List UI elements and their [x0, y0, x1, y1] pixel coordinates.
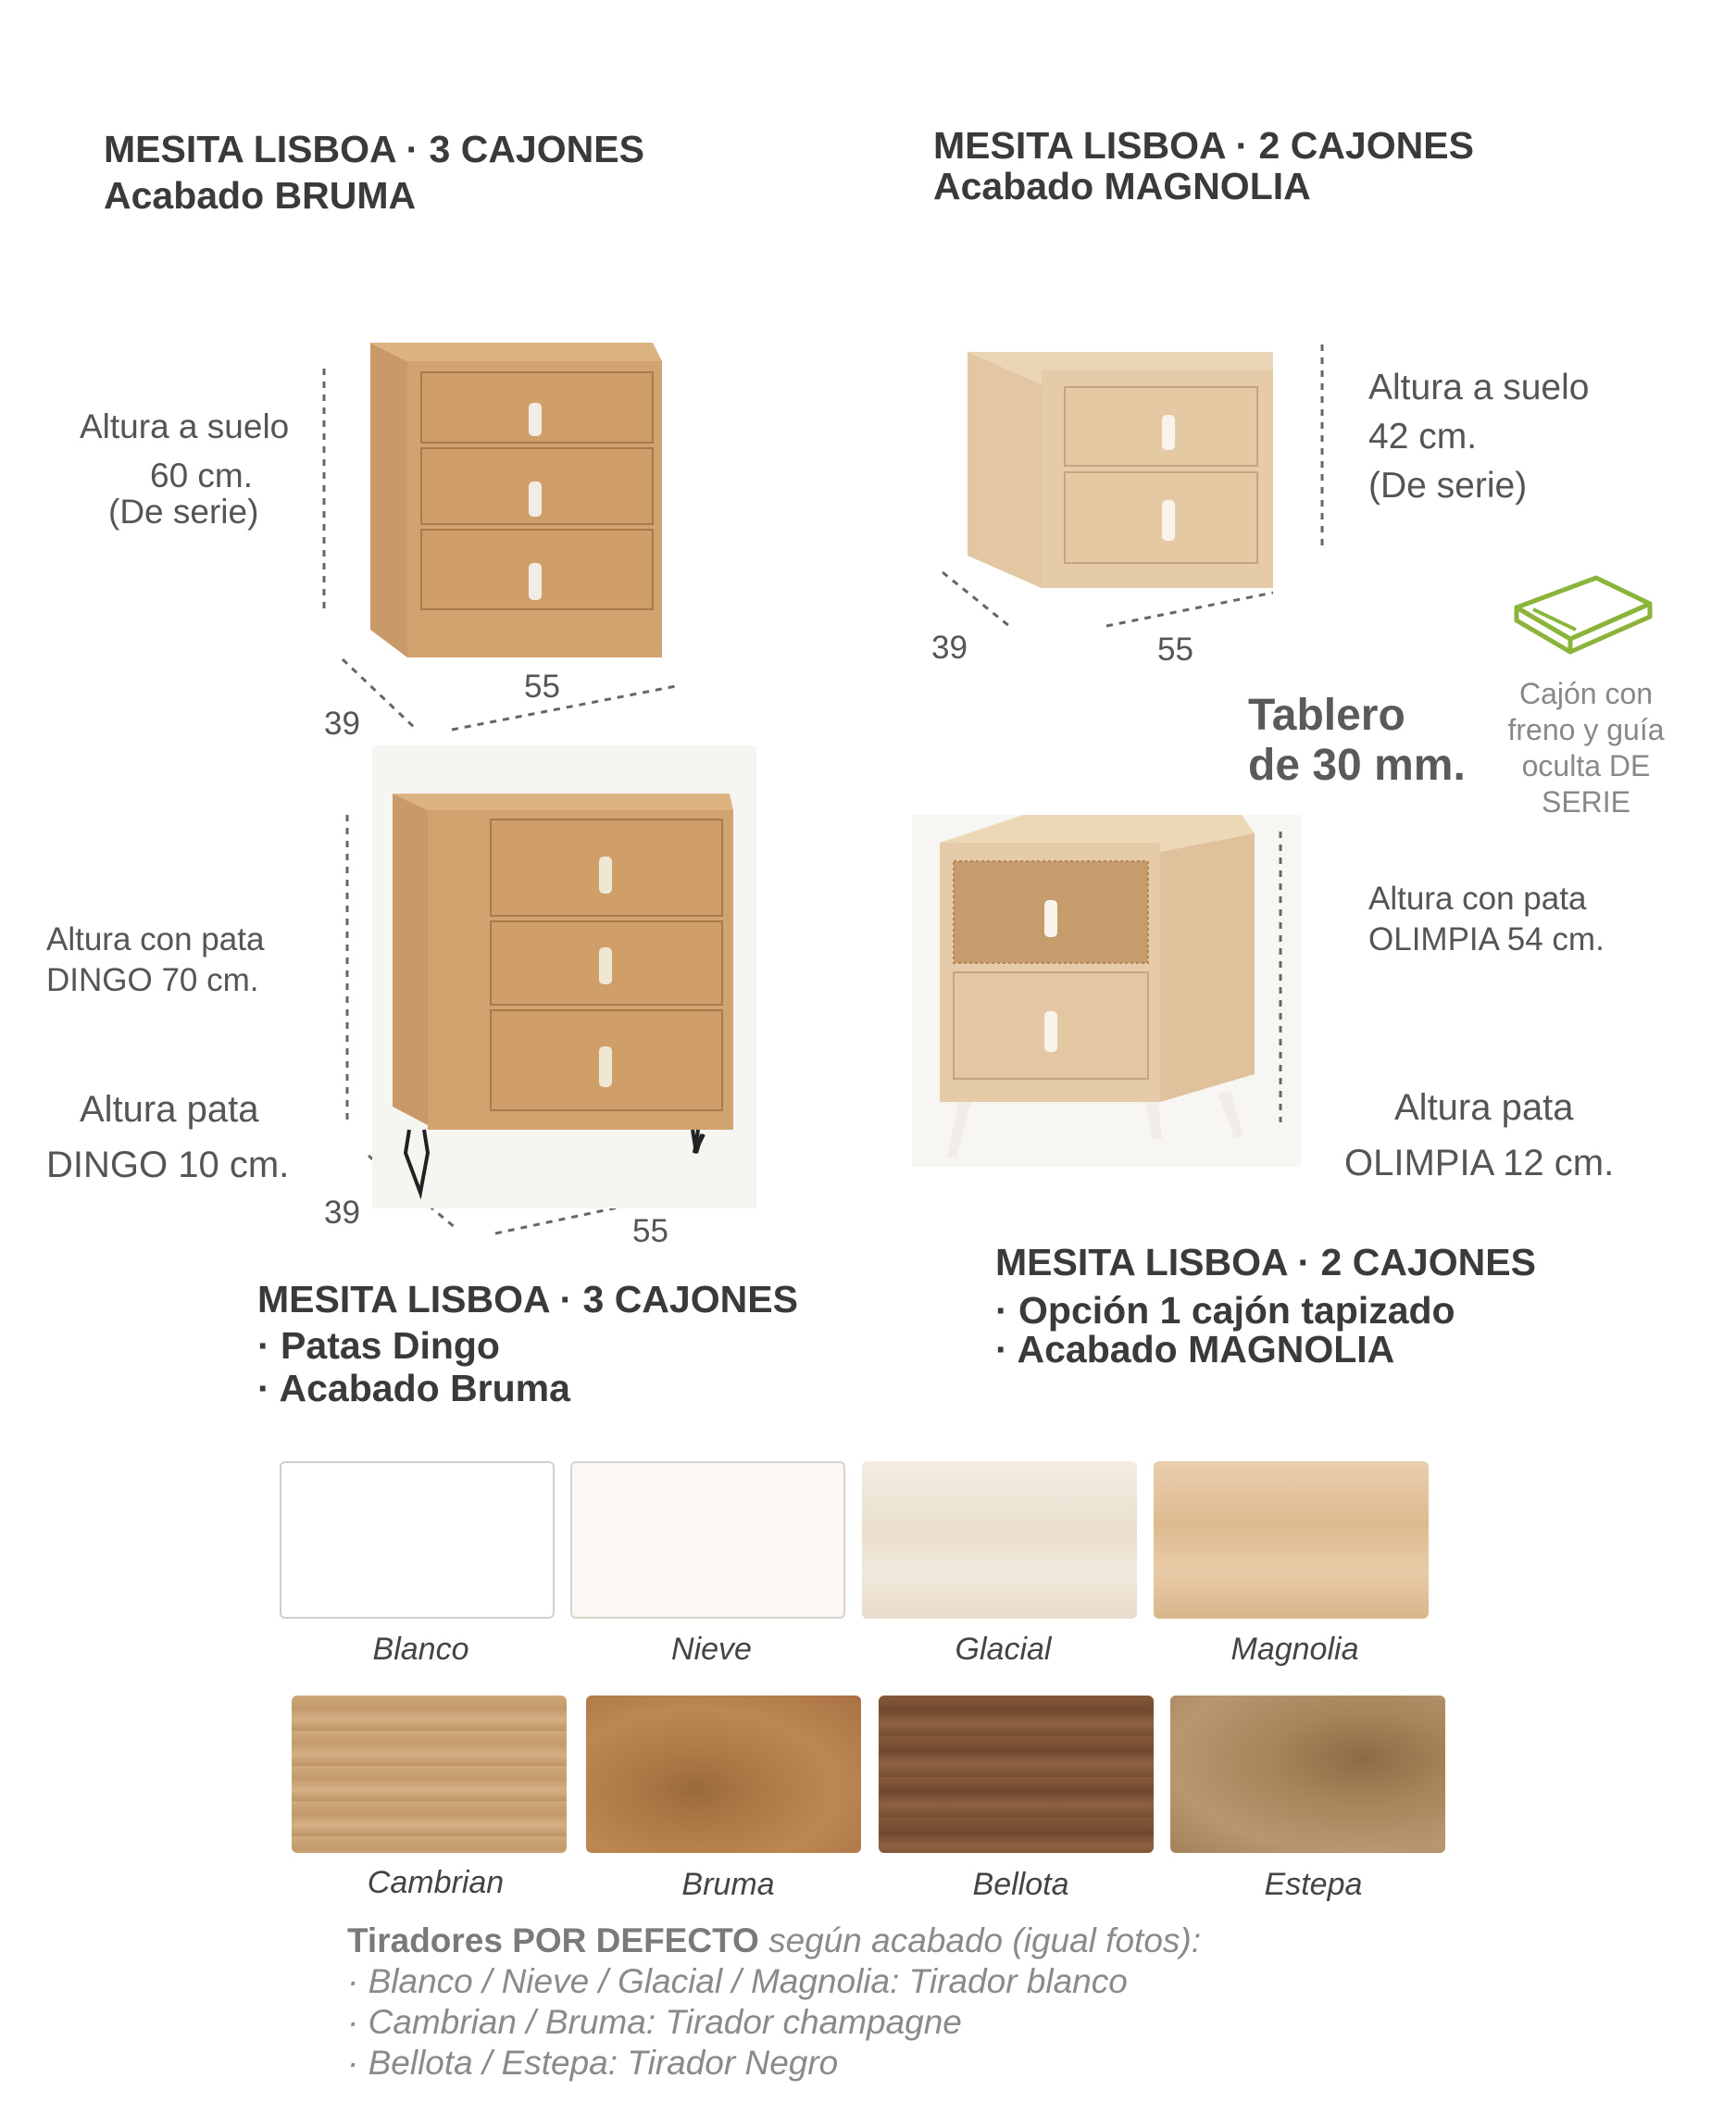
swatch-estepa: [1170, 1696, 1445, 1853]
product-finish-line: · Acabado MAGNOLIA: [995, 1328, 1395, 1370]
leg-label: Altura pata: [1394, 1087, 1574, 1128]
floor-height-label: Altura a suelo: [1368, 368, 1590, 407]
product-title-line1: MESITA LISBOA · 2 CAJONES: [995, 1241, 1536, 1283]
swatch-nieve: [570, 1461, 845, 1619]
depth-dimension: 39: [324, 1195, 360, 1231]
width-dimension: 55: [1157, 632, 1193, 668]
product-title-line1: MESITA LISBOA · 3 CAJONES: [104, 128, 644, 170]
product-finish-line: · Acabado Bruma: [257, 1367, 570, 1409]
swatch-label: Bellota: [972, 1867, 1069, 1902]
product-title-line1: MESITA LISBOA · 2 CAJONES: [933, 124, 1474, 167]
swatch-label: Magnolia: [1230, 1632, 1359, 1667]
product-option-line: · Patas Dingo: [257, 1324, 500, 1367]
leg-height-value: OLIMPIA 54 cm.: [1368, 921, 1605, 957]
leg-value: DINGO 10 cm.: [46, 1145, 290, 1185]
handles-default-title: Tiradores POR DEFECTO: [347, 1921, 759, 1959]
drawer-feature-line2: freno y guía: [1507, 713, 1665, 746]
product-title-line1: MESITA LISBOA · 3 CAJONES: [257, 1278, 798, 1320]
floor-height-value: 60 cm.: [150, 457, 254, 494]
drawer-feature-line1: Cajón con: [1518, 677, 1654, 710]
handles-rule-champagne: · Cambrian / Bruma: Tirador champagne: [347, 2003, 962, 2041]
product-option-line: · Opción 1 cajón tapizado: [995, 1289, 1455, 1332]
swatch-label: Nieve: [671, 1632, 752, 1667]
leg-height-label: Altura con pata: [1368, 881, 1587, 917]
width-dimension: 55: [632, 1213, 668, 1249]
swatch-label: Bruma: [681, 1867, 775, 1902]
swatch-glacial: [862, 1461, 1137, 1619]
swatch-blanco: [280, 1461, 555, 1619]
leg-label: Altura pata: [80, 1089, 259, 1130]
depth-dimension: 39: [931, 630, 968, 666]
handles-rule-black: · Bellota / Estepa: Tirador Negro: [347, 2044, 839, 2082]
floor-height-note: (De serie): [1368, 466, 1528, 506]
handles-default-subtitle: según acabado (igual fotos):: [758, 1921, 1202, 1959]
leg-height-value: DINGO 70 cm.: [46, 962, 259, 998]
floor-height-note: (De serie): [108, 493, 259, 531]
swatch-label: Glacial: [955, 1632, 1052, 1667]
swatch-label: Cambrian: [367, 1865, 505, 1900]
swatch-label: Blanco: [372, 1632, 469, 1667]
swatch-magnolia: [1154, 1461, 1429, 1619]
drawer-feature-line3: oculta DE: [1521, 749, 1651, 782]
handles-default-line: [347, 1921, 1201, 1961]
tablero-thickness: de 30 mm.: [1248, 741, 1466, 790]
floor-height-label: Altura a suelo: [80, 407, 290, 445]
product-finish-line: Acabado MAGNOLIA: [933, 165, 1311, 207]
swatch-bellota: [879, 1696, 1154, 1853]
leg-height-label: Altura con pata: [46, 921, 265, 957]
drawer-feature-line4: SERIE: [1541, 785, 1631, 819]
tablero-title: Tablero: [1248, 691, 1405, 740]
swatch-label: Estepa: [1264, 1867, 1363, 1902]
floor-height-value: 42 cm.: [1368, 417, 1478, 457]
leg-value: OLIMPIA 12 cm.: [1344, 1143, 1615, 1183]
swatch-cambrian: [292, 1696, 567, 1853]
depth-dimension: 39: [324, 706, 360, 742]
product-finish-line: Acabado BRUMA: [104, 174, 417, 217]
swatch-bruma: [586, 1696, 861, 1853]
width-dimension: 55: [524, 669, 560, 705]
handles-rule-white: · Blanco / Nieve / Glacial / Magnolia: Tirador blanco: [347, 1962, 1128, 2000]
